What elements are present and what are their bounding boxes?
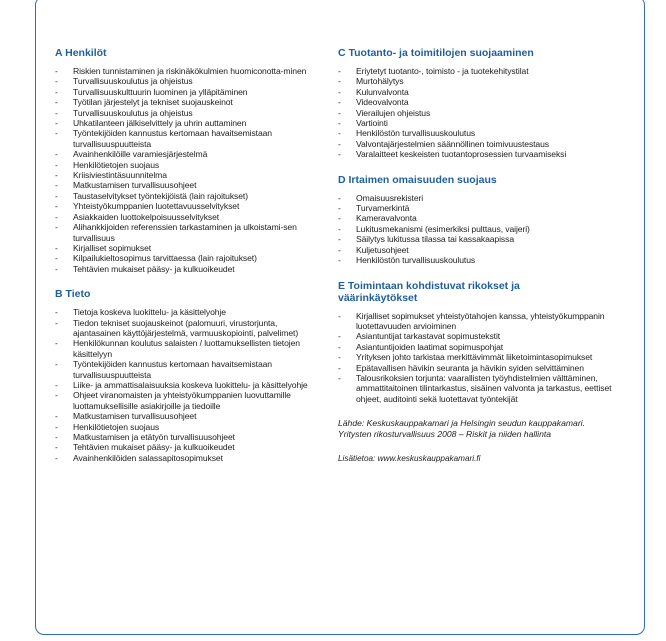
list-item: - Henkilöstön turvallisuuskoulutus [338,255,638,265]
section-c-title: C Tuotanto- ja toimitilojen suojaaminen [338,47,534,59]
list-item: - Turvamerkintä [338,203,638,213]
list-item: - Epätavallisen hävikin seuranta ja hävikin syiden selvittäminen [338,363,638,373]
list-item: - Vierailujen ohjeistus [338,108,638,118]
list-item: - Kilpailukieltosopimus tarvittaessa (lain rajoitukset) [55,253,325,263]
list-item: - Liike- ja ammattisalaisuuksia koskeva luokittelu- ja käsittelyohje [55,380,325,390]
list-item: - Yrityksen johto tarkistaa merkittävimmät liiketoimintasopimukset [338,352,638,362]
list-item: - Asiantuntijoiden laatimat sopimuspohjat [338,342,638,352]
list-item: - Murtohälytys [338,76,638,86]
list-item: - Henkilökunnan koulutus salaisten / luottamuksellisten tietojen käsittelyyn [55,338,325,359]
list-item: - Kameravalvonta [338,213,638,223]
list-item: - Valvontajärjestelmien säännöllinen toimivuustestaus [338,139,638,149]
section-e-title: E Toimintaan kohdistuvat rikokset ja väärinkäytökset [338,279,520,304]
list-item: - Eriytetyt tuotanto-, toimisto - ja tuotekehitystilat [338,66,638,76]
list-item: - Taustaselvitykset työntekijöistä (lain rajoitukset) [55,191,325,201]
list-item: - Säilytys lukitussa tilassa tai kassakaapissa [338,234,638,244]
section-e-title-wrap [338,280,568,304]
list-item: - Yhteistyökumppanien luotettavuusselvitykset [55,201,325,211]
section-c-list [338,66,638,160]
list-item: - Omaisuusrekisteri [338,193,638,203]
list-item: - Talousrikoksien torjunta: vaarallisten työyhdistelmien välttäminen, ammattitaitoinen tilintarkastus, sisäinen valvonta ja tarkastus, eettiset ohjeet, auditointi sekä luotettavat työntekijät [338,373,638,404]
right-column [338,47,638,463]
list-item: - Turvallisuuskulttuurin luominen ja ylläpitäminen [55,87,325,97]
list-item: - Turvallisuuskoulutus ja ohjeistus [55,108,325,118]
list-item: - Turvallisuuskoulutus ja ohjeistus [55,76,325,86]
list-item: - Vartiointi [338,118,638,128]
list-item: - Varalaitteet keskeisten tuotantoprosessien turvaamiseksi [338,149,638,159]
section-b-list [55,307,325,463]
list-item: - Kirjalliset sopimukset yhteistyötahojen kanssa, yhteistyökumppanin luotettavuuden arvioiminen [338,311,638,332]
list-item: - Avainhenkilöille varamiesjärjestelmä [55,149,325,159]
list-item: - Henkilötietojen suojaus [55,422,325,432]
source-line-2: Yritysten rikosturvallisuus 2008 – Riskit ja niiden hallinta [338,429,552,440]
list-item: - Matkustamisen turvallisuusohjeet [55,411,325,421]
list-item: - Ohjeet viranomaisten ja yhteistyökumppanien luovuttamille luottamuksellisille asiakirjoille ja tiedoille [55,390,325,411]
section-a-list [55,66,325,274]
section-a-title: A Henkilöt [55,47,107,59]
source-note [338,418,638,440]
list-item: - Henkilöstön turvallisuuskoulutus [338,128,638,138]
list-item: - Asiakkaiden luottokelpoisuusselvitykset [55,212,325,222]
section-d-title: D Irtaimen omaisuuden suojaus [338,173,497,186]
list-item: - Työtilan järjestelyt ja tekniset suojauskeinot [55,97,325,107]
list-item: - Matkustamisen turvallisuusohjeet [55,180,325,190]
list-item: - Kirjalliset sopimukset [55,243,325,253]
list-item: - Riskien tunnistaminen ja riskinäkökulmien huomiconotta-minen [55,66,325,76]
source-line-1: Lähde: Keskuskauppakamari ja Helsingin seudun kauppakamari. [338,418,585,429]
list-item: - Kriisiviestintäsuunnitelma [55,170,325,180]
list-item: - Uhkatilanteen jälkiselvittely ja uhrin auttaminen [55,118,325,128]
list-item: - Tietoja koskeva luokittelu- ja käsittelyohje [55,307,325,317]
list-item: - Työntekijöiden kannustus kertomaan havaitsemistaan turvallisuuspuutteista [55,128,325,149]
list-item: - Avainhenkilöiden salassapitosopimukset [55,453,325,463]
list-item: - Tehtävien mukaiset pääsy- ja kulkuoikeudet [55,442,325,452]
list-item: - Henkilötietojen suojaus [55,160,325,170]
list-item: - Kuljetusohjeet [338,245,638,255]
list-item: - Lukitusmekanismi (esimerkiksi pulttaus, vaijeri) [338,224,638,234]
list-item: - Asiantuntijat tarkastavat sopimustekstit [338,331,638,341]
left-column [55,47,325,463]
more-info-link[interactable]: Lisätietoa: www.keskuskauppakamari.fi [338,454,481,464]
list-item: - Tiedon tekniset suojauskeinot (palomuuri, virustorjunta, ajantasainen käyttöjärjestelmä, varmuuskopiointi, palvelimet) [55,318,325,339]
list-item: - Videovalvonta [338,97,638,107]
list-item: - Matkustamisen ja etätyön turvallisuusohjeet [55,432,325,442]
list-item: - Työntekijöiden kannustus kertomaan havaitsemistaan turvallisuuspuutteista [55,359,325,380]
section-e-list [338,311,638,405]
section-b-title: B Tieto [55,288,91,301]
list-item: - Kulunvalvonta [338,87,638,97]
list-item: - Tehtävien mukaiset pääsy- ja kulkuoikeudet [55,264,325,274]
section-d-list [338,193,638,266]
list-item: - Alihankkijoiden referenssien tarkastaminen ja ulkoistami-sen turvallisuus [55,222,325,243]
